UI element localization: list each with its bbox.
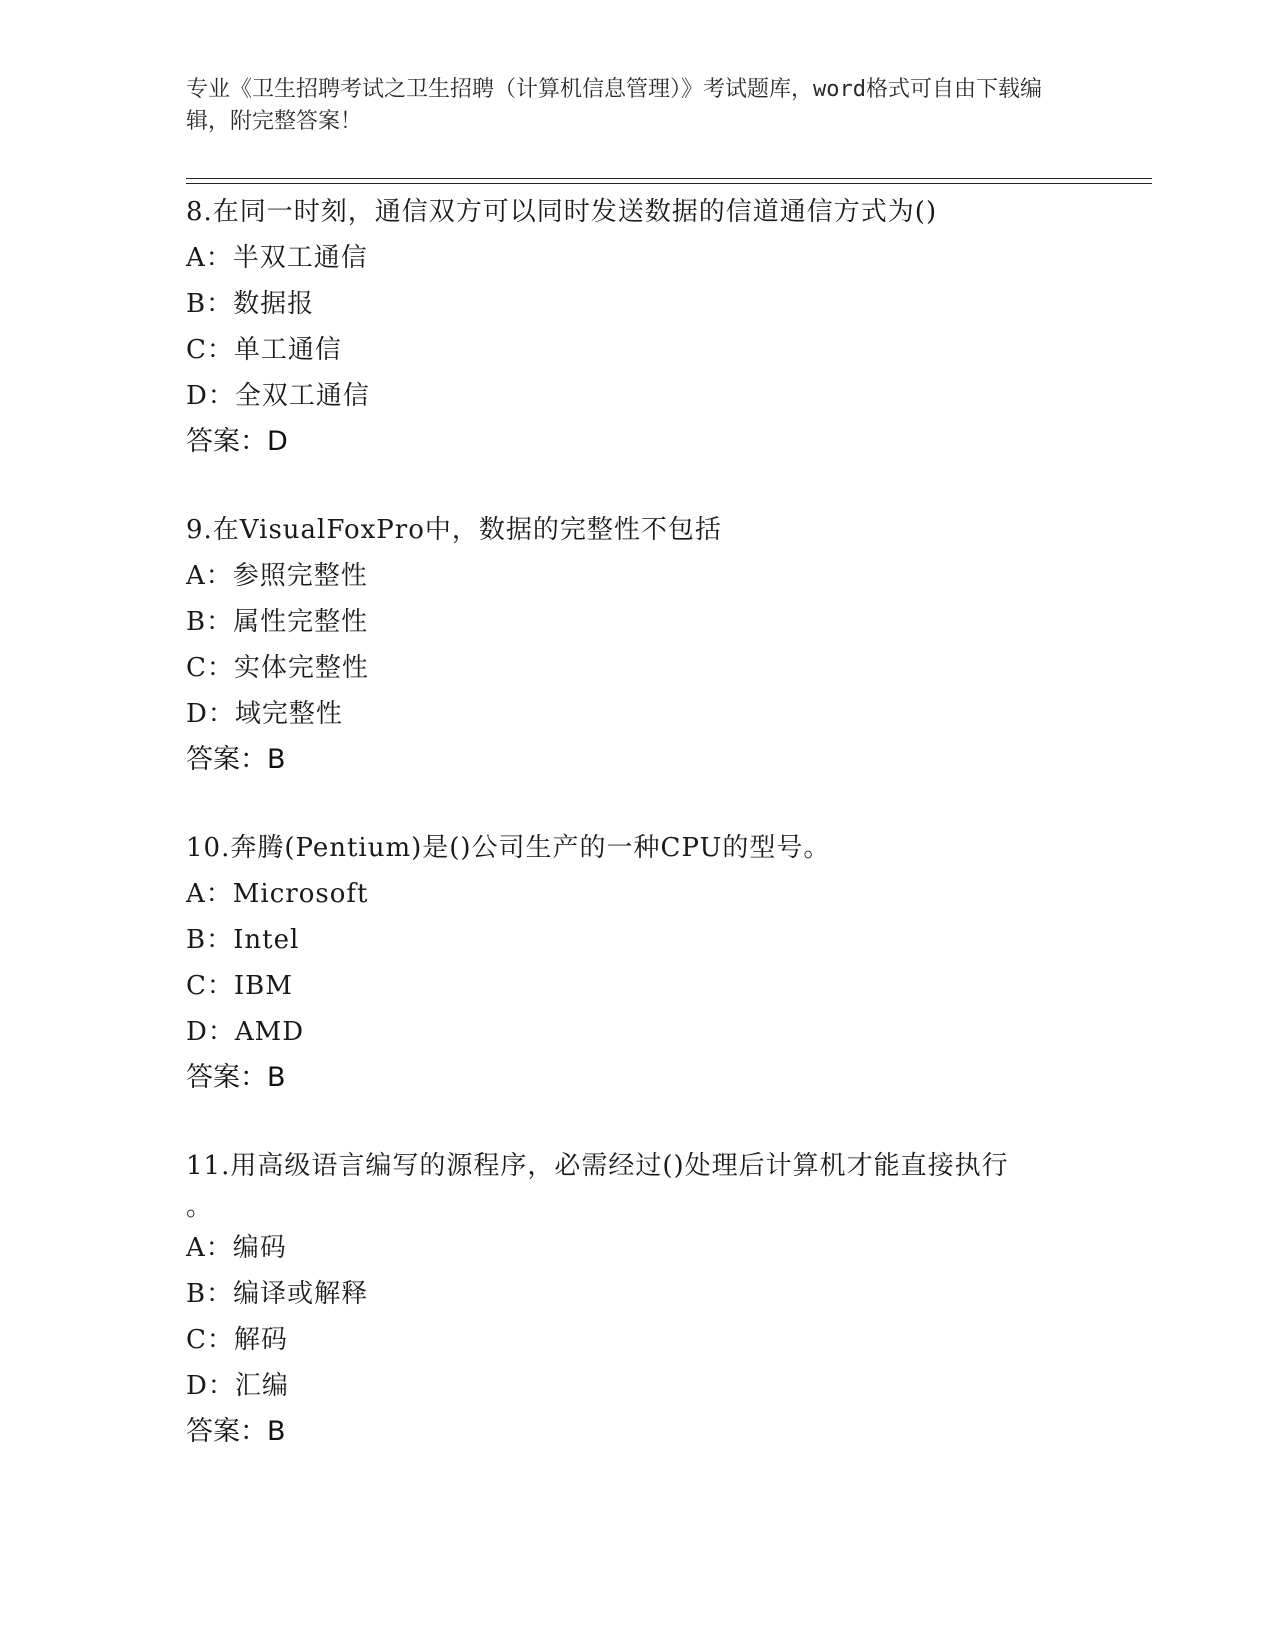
- option-label: A：: [186, 879, 233, 909]
- option-b: [186, 599, 1086, 645]
- question-10: [186, 825, 1086, 1101]
- option-text: 实体完整性: [233, 653, 369, 683]
- header-divider-top: [186, 178, 1152, 179]
- answer-line: 答案：B: [186, 1416, 286, 1447]
- option-text: 解码: [233, 1325, 288, 1355]
- option-label: A：: [186, 1233, 233, 1263]
- option-text: 单工通信: [233, 335, 342, 365]
- question-stem: 9.在VisualFoxPro中，数据的完整性不包括: [186, 515, 722, 545]
- question-9: [186, 507, 1086, 783]
- option-text: 编码: [232, 1233, 287, 1263]
- option-b: [186, 1271, 1086, 1317]
- option-b: [186, 917, 1086, 963]
- option-label: B：: [186, 925, 234, 955]
- option-c: [186, 963, 1086, 1009]
- option-label: A：: [186, 243, 233, 273]
- answer-line: 答案：B: [186, 744, 286, 775]
- option-label: C：: [186, 653, 234, 683]
- option-label: C：: [186, 335, 234, 365]
- option-c: [186, 1317, 1086, 1363]
- option-d: [186, 373, 1086, 419]
- option-a: [186, 553, 1086, 599]
- answer-line: 答案：D: [186, 426, 288, 457]
- option-label: D：: [186, 1371, 235, 1401]
- option-a: [186, 871, 1086, 917]
- option-d: [186, 691, 1086, 737]
- option-text: 数据报: [233, 289, 315, 319]
- question-stem: 8.在同一时刻，通信双方可以同时发送数据的信道通信方式为(): [186, 197, 938, 227]
- option-c: [186, 645, 1086, 691]
- option-text: 半双工通信: [232, 243, 368, 273]
- question-stem: 10.奔腾(Pentium)是()公司生产的一种CPU的型号。: [186, 833, 831, 863]
- option-text: 汇编: [234, 1371, 289, 1401]
- question-stem: 11.用高级语言编写的源程序，必需经过()处理后计算机才能直接执行: [186, 1151, 1009, 1181]
- option-d: [186, 1009, 1086, 1055]
- question-8: [186, 189, 1086, 465]
- option-label: C：: [186, 1325, 234, 1355]
- option-text: Intel: [233, 925, 300, 955]
- option-label: C：: [186, 971, 234, 1001]
- option-label: B：: [186, 1279, 234, 1309]
- answer-line: 答案：B: [186, 1062, 286, 1093]
- option-text: Microsoft: [232, 879, 369, 909]
- option-a: [186, 1225, 1086, 1271]
- option-a: [186, 235, 1086, 281]
- question-11: [186, 1143, 1086, 1455]
- option-text: AMD: [234, 1017, 305, 1047]
- option-label: A：: [186, 561, 233, 591]
- option-b: [186, 281, 1086, 327]
- document-header: 专业《卫生招聘考试之卫生招聘（计算机信息管理）》考试题库，word格式可自由下载编辑，附完整答案！: [186, 77, 1042, 134]
- option-text: 属性完整性: [233, 607, 369, 637]
- option-label: D：: [186, 699, 235, 729]
- question-stem-tail: 。: [186, 1192, 213, 1222]
- option-label: D：: [186, 1017, 235, 1047]
- option-text: 全双工通信: [234, 381, 370, 411]
- option-text: 编译或解释: [233, 1279, 369, 1309]
- option-label: D：: [186, 381, 235, 411]
- header-divider-bottom: [186, 183, 1152, 184]
- option-text: IBM: [233, 971, 293, 1001]
- option-text: 参照完整性: [232, 561, 368, 591]
- option-label: B：: [186, 607, 234, 637]
- option-d: [186, 1363, 1086, 1409]
- option-text: 域完整性: [234, 699, 343, 729]
- option-c: [186, 327, 1086, 373]
- option-label: B：: [186, 289, 234, 319]
